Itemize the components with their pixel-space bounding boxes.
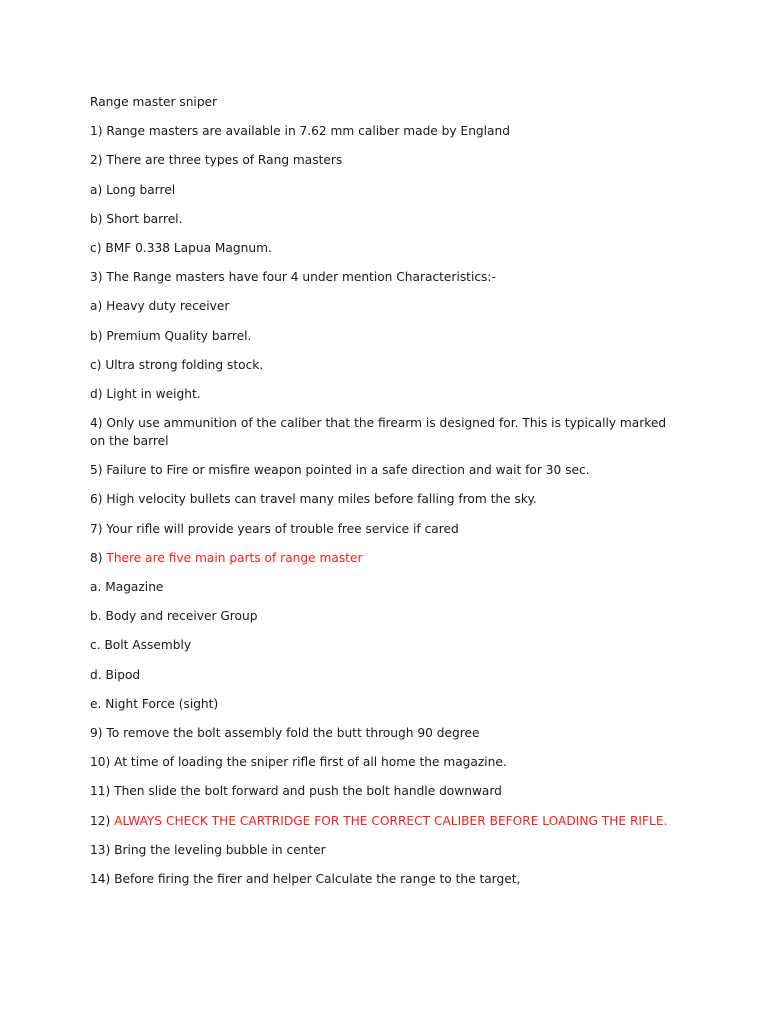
paragraph-26 — [90, 870, 670, 888]
paragraph-6 — [90, 268, 670, 286]
paragraph-text: b) Premium Quality barrel. — [90, 328, 252, 343]
paragraph-text: 5) Failure to Fire or misfire weapon pointed in a safe direction and wait for 30 sec. — [90, 463, 590, 478]
paragraph-7 — [90, 297, 670, 315]
paragraph-text: 4) Only use ammunition of the caliber that the firearm is designed for. This is typically marked on the barrel — [90, 416, 667, 449]
paragraph-text: 13) Bring the leveling bubble in center — [90, 842, 326, 857]
paragraph-23 — [90, 782, 670, 800]
paragraph-19 — [90, 666, 670, 684]
paragraph-text: 12) — [90, 813, 115, 828]
paragraph-text: a) Long barrel — [90, 182, 176, 197]
paragraph-1 — [90, 122, 670, 140]
paragraph-12 — [90, 461, 670, 479]
paragraph-text: 8) — [90, 550, 107, 565]
paragraph-text: 11) Then slide the bolt forward and push the bolt handle downward — [90, 784, 502, 799]
paragraph-3 — [90, 181, 670, 199]
document-title: Range master sniper — [90, 95, 218, 109]
paragraph-9 — [90, 356, 670, 374]
paragraph-8 — [90, 327, 670, 345]
paragraph-14 — [90, 520, 670, 538]
paragraph-text: 7) Your rifle will provide years of trouble free service if cared — [90, 521, 459, 536]
paragraph-17 — [90, 607, 670, 625]
paragraph-text: 1) Range masters are available in 7.62 mm caliber made by England — [90, 124, 510, 139]
paragraph-16 — [90, 578, 670, 596]
paragraph-4 — [90, 210, 670, 228]
paragraph-text: b. Body and receiver Group — [90, 609, 258, 624]
document-body — [90, 93, 670, 899]
paragraph-20 — [90, 695, 670, 713]
paragraph-15 — [90, 549, 670, 567]
paragraph-11 — [90, 414, 670, 450]
paragraph-24 — [90, 812, 670, 830]
paragraph-18 — [90, 636, 670, 654]
paragraph-25 — [90, 841, 670, 859]
paragraph-13 — [90, 490, 670, 508]
paragraph-text: 10) At time of loading the sniper rifle first of all home the magazine. — [90, 755, 507, 770]
paragraph-text: c) BMF 0.338 Lapua Magnum. — [90, 240, 272, 255]
paragraph-text: 6) High velocity bullets can travel many miles before falling from the sky. — [90, 492, 537, 507]
paragraph-text: c) Ultra strong folding stock. — [90, 357, 264, 372]
paragraph-2 — [90, 151, 670, 169]
paragraph-text: a. Magazine — [90, 580, 164, 594]
paragraph-text: 2) There are three types of Rang masters — [90, 153, 343, 168]
paragraph-text: e. Night Force (sight) — [90, 696, 219, 711]
paragraph-text: d) Light in weight. — [90, 386, 201, 401]
highlighted-text: ALWAYS CHECK THE CARTRIDGE FOR THE CORRECT CALIBER BEFORE LOADING THE RIFLE. — [114, 813, 668, 828]
paragraph-text: 3) The Range masters have four 4 under mention Characteristics:- — [90, 270, 496, 285]
paragraph-22 — [90, 753, 670, 771]
highlighted-text: There are five main parts of range master — [106, 550, 363, 565]
paragraph-21 — [90, 724, 670, 742]
paragraph-text: 14) Before firing the firer and helper Calculate the range to the target, — [90, 871, 521, 886]
paragraph-text: 9) To remove the bolt assembly fold the butt through 90 degree — [90, 725, 480, 740]
paragraph-text: c. Bolt Assembly — [90, 638, 192, 653]
paragraph-text: a) Heavy duty receiver — [90, 299, 230, 314]
paragraph-5 — [90, 239, 670, 257]
paragraph-text: b) Short barrel. — [90, 211, 183, 226]
paragraph-text: d. Bipod — [90, 667, 141, 682]
paragraph-10 — [90, 385, 670, 403]
